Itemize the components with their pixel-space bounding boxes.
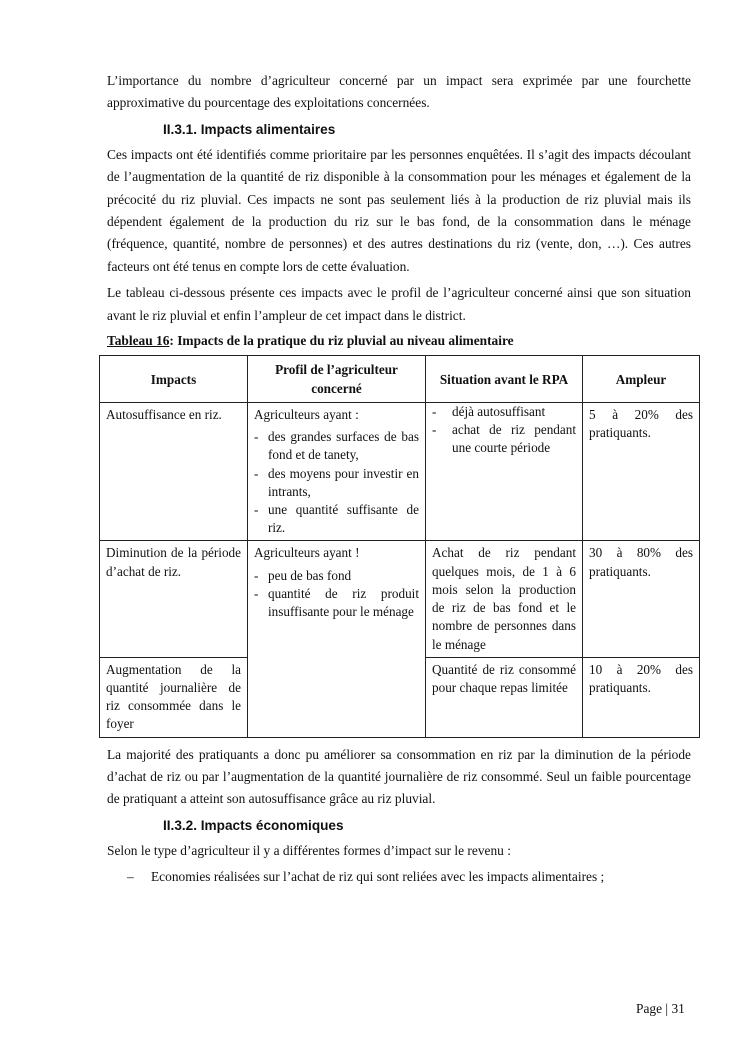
page-footer	[636, 1001, 685, 1017]
profile-cell	[248, 403, 426, 541]
profile-item: - quantité de riz produit insuffisante pour le ménage	[254, 585, 419, 621]
impact-cell: Autosuffisance en riz.	[100, 403, 248, 541]
situation-list	[432, 403, 576, 458]
header-profil: Profil de l’agriculteur concerné	[248, 356, 426, 403]
table-caption	[107, 331, 691, 351]
footer-page-label: Page	[636, 1001, 663, 1016]
after-table-paragraph: La majorité des pratiquants a donc pu améliorer sa consommation en riz par la diminution de la période d’achat de riz ou par l’augmentation de la quantité journalière de riz consommé. Seul un faible pourcentage de pratiquant a atteint son autosuffisance grâce au riz pluvial.	[107, 746, 691, 807]
profile-item: - des moyens pour investir en intrants,	[254, 465, 419, 501]
impact-cell: Diminution de la période d’achat de riz.	[100, 541, 248, 657]
section-2-paragraph: Selon le type d’agriculteur il y a différentes formes d’impact sur le revenu :	[107, 842, 511, 858]
section-1-paragraph-2: Le tableau ci-dessous présente ces impacts avec le profil de l’agriculteur concerné ainsi que son situation avant le riz pluvial et enfin l’ampleur de cet impact dans le district.	[107, 285, 691, 323]
section-2-list	[107, 866, 691, 888]
profile-item: - une quantité suffisante de riz.	[254, 501, 419, 537]
impacts-table	[99, 355, 700, 737]
section-heading-impacts-economiques: II.3.2. Impacts économiques	[163, 817, 344, 833]
impact-cell: Augmentation de la quantité journalière de riz consommée dans le foyer	[100, 657, 248, 737]
situation-item: - achat de riz pendant une courte période	[432, 421, 576, 457]
profile-cell	[248, 541, 426, 737]
intro-paragraph: L’importance du nombre d’agriculteur concerné par un impact sera exprimée par une fourchette approximative du pourcentage des exploitations concernées.	[107, 73, 691, 111]
ampleur-cell: 30 à 80% des pratiquants.	[583, 541, 700, 657]
table-header-row	[100, 356, 700, 403]
header-situation: Situation avant le RPA	[426, 356, 583, 403]
list-item: – Economies réalisées sur l’achat de riz qui sont reliées avec les impacts alimentaires ;	[107, 866, 691, 888]
table-caption-label: Tableau 16	[107, 333, 170, 349]
profile-list	[254, 428, 419, 537]
situation-item: - déjà autosuffisant	[432, 403, 576, 421]
table-row	[100, 541, 700, 657]
ampleur-cell: 10 à 20% des pratiquants.	[583, 657, 700, 737]
profile-item: - peu de bas fond	[254, 567, 419, 585]
profile-title: Agriculteurs ayant :	[254, 407, 359, 423]
situation-cell	[426, 403, 583, 541]
situation-cell: Achat de riz pendant quelques mois, de 1 à 6 mois selon la production de riz de bas fond et le nombre de personnes dans le ménage	[426, 541, 583, 657]
situation-cell: Quantité de riz consommé pour chaque repas limitée	[426, 657, 583, 737]
profile-item: - des grandes surfaces de bas fond et de tanety,	[254, 428, 419, 464]
footer-separator: |	[665, 1001, 669, 1016]
table-row	[100, 403, 700, 541]
page-body	[107, 70, 691, 888]
profile-title: Agriculteurs ayant !	[254, 545, 360, 561]
profile-list	[254, 567, 419, 622]
section-1-paragraph-1: Ces impacts ont été identifiés comme prioritaire par les personnes enquêtées. Il s’agit des impacts découlant de l’augmentation de la quantité de riz disponible à la consommation pour les ménages et également de la précocité du riz pluvial. Ces impacts ne sont pas seulement liés à la production de riz pluvial mais ils dépendent également de la production du riz sur le bas fond, de la consommation dans le ménage (fréquence, quantité, nombre de personnes) et des autres destinations du riz (vente, don, …). Ces autres facteurs ont été tenus en compte lors de cette évaluation.	[107, 146, 691, 274]
table-caption-text: : Impacts de la pratique du riz pluvial au niveau alimentaire	[169, 333, 514, 349]
ampleur-cell: 5 à 20% des pratiquants.	[583, 403, 700, 541]
footer-page-number: 31	[671, 1001, 685, 1016]
header-impacts: Impacts	[100, 356, 248, 403]
header-ampleur: Ampleur	[583, 356, 700, 403]
section-heading-impacts-alimentaires: II.3.1. Impacts alimentaires	[163, 121, 336, 137]
